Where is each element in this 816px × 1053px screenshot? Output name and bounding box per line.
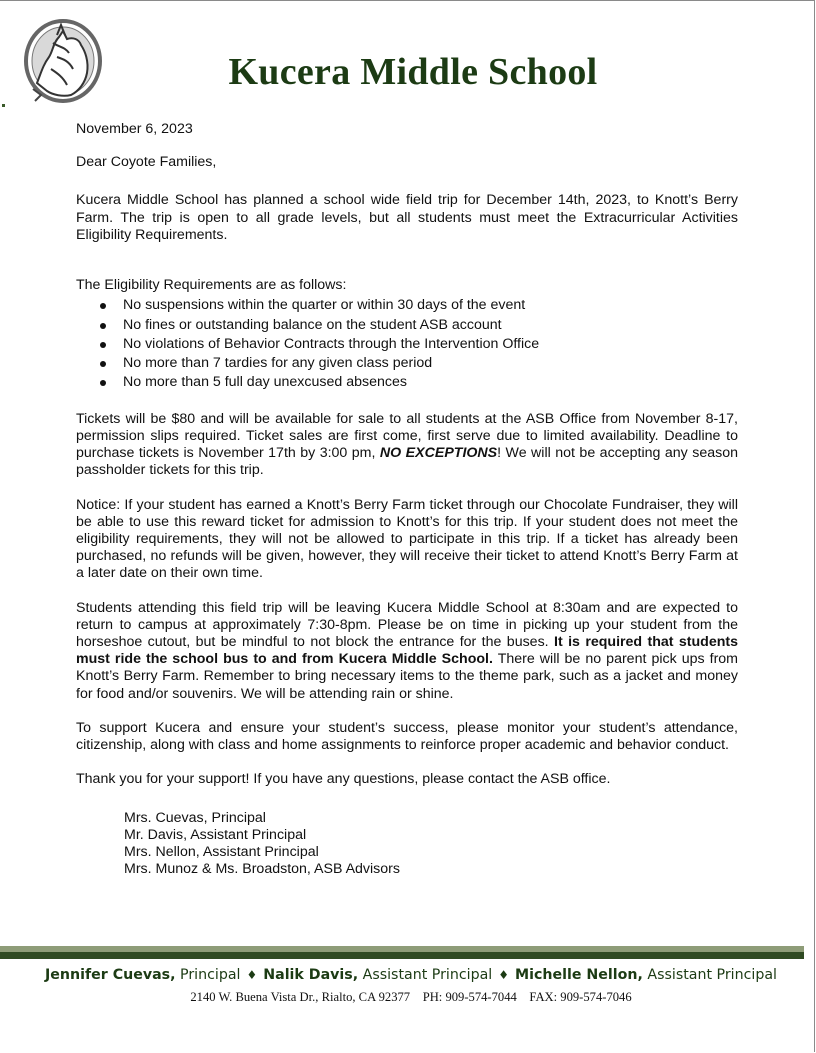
staff-title: Assistant Principal	[647, 967, 777, 983]
letter-body	[76, 121, 738, 878]
school-title: Kucera Middle School	[228, 51, 598, 93]
staff-name: Michelle Nellon,	[515, 967, 643, 983]
intro-paragraph: Kucera Middle School has planned a school wide field trip for December 14th, 2023, to Knott’s Berry Farm. The trip is open to all grade levels, but all students must meet the Extracurricular Activities Eligibility Requirements.	[76, 192, 738, 243]
requirement-text: No violations of Behavior Contracts through the Intervention Office	[123, 335, 540, 352]
letter-greeting: Dear Coyote Families,	[76, 154, 217, 171]
requirements-list	[76, 296, 738, 392]
signature-line: Mr. Davis, Assistant Principal	[124, 827, 307, 844]
signature-block	[76, 810, 738, 878]
requirements-intro: The Eligibility Requirements are as follows:	[76, 277, 347, 294]
requirement-text: No fines or outstanding balance on the student ASB account	[123, 316, 502, 333]
staff-title: Principal	[180, 967, 241, 983]
support-paragraph: To support Kucera and ensure your student’s success, please monitor your student’s attendance, citizenship, along with class and home assignments to reinforce proper academic and behavior conduct.	[76, 719, 738, 753]
letter-date: November 6, 2023	[76, 121, 193, 137]
signature-line: Mrs. Munoz & Ms. Broadston, ASB Advisors	[124, 861, 400, 878]
footer-address-line: 2140 W. Buena Vista Dr., Rialto, CA 92377 PH: 909-574-7044 FAX: 909-574-7046	[190, 990, 632, 1004]
list-item	[76, 373, 738, 392]
bullet-icon	[100, 380, 106, 386]
bus-requirement-emphasis: It is required that students must ride the school bus to and from Kucera Middle School.	[76, 633, 739, 668]
tickets-text: Tickets will be $80 and will be available for sale to all students at the ASB Office from November 8-17, permission slips required. Ticket sales are first come, first serve due to limited availability. Deadline to purchase tickets is November 17th by 3:00 pm,	[76, 410, 738, 462]
students-text: Students attending this field trip will be leaving Kucera Middle School at 8:30am and are expected to return to campus at approximately 7:30-8pm. Please be on time in picking up your student from the horseshoe cutout, but be mindful to not block the entrance for the buses.	[76, 599, 738, 650]
no-exceptions-emphasis: NO EXCEPTIONS	[379, 445, 498, 462]
bullet-icon	[100, 303, 106, 309]
bullet-icon	[100, 361, 106, 367]
requirement-text: No more than 5 full day unexcused absences	[123, 374, 407, 391]
thanks-paragraph: Thank you for your support! If you have any questions, please contact the ASB office.	[76, 771, 611, 788]
requirement-text: No suspensions within the quarter or within 30 days of the event	[123, 297, 526, 314]
notice-paragraph: Notice: If your student has earned a Knott’s Berry Farm ticket through our Chocolate Fundraiser, they will be able to use this reward ticket for admission to Knott’s for this trip. If your student does not meet the eligibility requirements, they will not be allowed to participate in this trip. If a ticket has already been purchased, no refunds will be given, however, they will receive their ticket to attend Knott’s Berry Farm at a later date on their own time.	[76, 496, 738, 582]
tickets-paragraph	[76, 411, 738, 480]
footer-staff-line	[0, 967, 816, 983]
requirement-text: No more than 7 tardies for any given class period	[123, 355, 433, 372]
bullet-icon	[100, 323, 106, 329]
list-item	[76, 335, 738, 354]
staff-title: Assistant Principal	[362, 967, 493, 983]
tickets-text-end: ! We will not be accepting any season passholder tickets for this trip.	[76, 445, 738, 479]
staff-name: Jennifer Cuevas,	[45, 967, 176, 983]
footer-divider-dark	[0, 952, 804, 959]
signature-line: Mrs. Nellon, Assistant Principal	[124, 844, 319, 861]
students-paragraph	[76, 600, 738, 703]
signature-line: Mrs. Cuevas, Principal	[124, 810, 266, 827]
list-item	[76, 316, 738, 335]
decorative-dot	[2, 104, 5, 107]
diamond-icon: ♦	[498, 968, 509, 982]
list-item	[76, 296, 738, 315]
diamond-icon: ♦	[246, 968, 258, 982]
bullet-icon	[100, 342, 106, 348]
students-text-end: There will be no parent pick ups from Knott’s Berry Farm. Remember to bring necessary items to the theme park, such as a jacket and money for food and/or souvenirs. We will be attending rain or shine.	[76, 651, 738, 702]
list-item	[76, 354, 738, 373]
staff-name: Nalik Davis,	[263, 967, 359, 983]
